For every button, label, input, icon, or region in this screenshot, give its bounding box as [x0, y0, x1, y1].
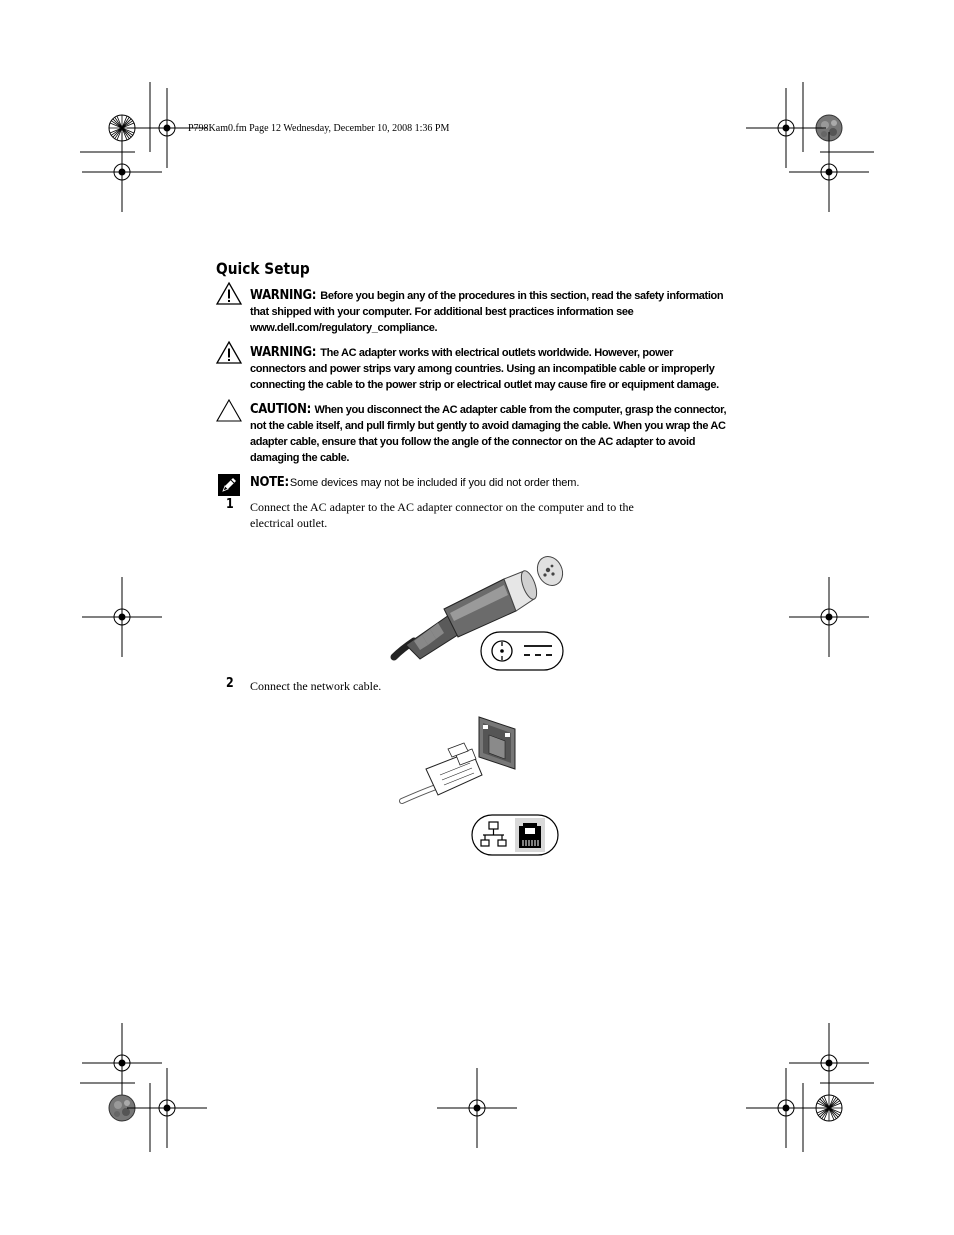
notice-line: When you disconnect the AC adapter cable from the computer, grasp the connector, [314, 404, 727, 416]
step-number: 1 [226, 497, 234, 512]
notice-line: connectors and power strips vary among countries. Using an incompatible cable or improperly [250, 363, 715, 375]
dc-power-connector-icon [480, 631, 564, 671]
notice-line: Before you begin any of the procedures in this section, read the safety information [320, 290, 724, 302]
warning-notice-1 [250, 288, 750, 336]
notice-label: WARNING: [250, 288, 317, 303]
notice-line: The AC adapter works with electrical outlets worldwide. However, power [320, 347, 674, 359]
caution-notice [250, 402, 750, 466]
step-text [250, 678, 381, 694]
notice-line: connecting the cable to the power strip or electrical outlet may cause fire or equipment damage. [250, 379, 719, 391]
step-line: Connect the network cable. [250, 679, 382, 693]
notice-line: Some devices may not be included if you did not order them. [289, 477, 580, 489]
notice-line: damaging the cable. [250, 452, 350, 464]
step-number: 2 [226, 676, 234, 691]
network-port-icon [471, 814, 559, 856]
step-line: electrical outlet. [250, 516, 328, 530]
notice-line: that shipped with your computer. For additional best practices information see [250, 306, 634, 318]
caution-icon [216, 399, 242, 423]
network-cable-illustration [400, 715, 525, 810]
step-line: Connect the AC adapter to the AC adapter connector on the computer and to the [250, 500, 634, 514]
note-pencil-icon [218, 474, 240, 496]
notice-label: NOTE: [250, 475, 289, 490]
notice-line: adapter cable, ensure that you follow the angle of the connector on the AC adapter to avoid [250, 436, 696, 448]
notice-label: CAUTION: [250, 402, 312, 417]
warning-icon [216, 282, 242, 306]
file-slug: P798Kam0.fm Page 12 Wednesday, December 10, 2008 1:36 PM [188, 123, 450, 134]
warning-notice-2 [250, 345, 750, 393]
notice-line: www.dell.com/regulatory_compliance. [250, 322, 438, 334]
notice-label: WARNING: [250, 345, 317, 360]
notice-line: not the cable itself, and pull firmly but gently to avoid damaging the cable. When you wrap the AC [250, 420, 726, 432]
step-text [250, 499, 634, 531]
section-title: Quick Setup [216, 259, 310, 278]
note-notice [250, 475, 750, 491]
warning-icon [216, 341, 242, 365]
